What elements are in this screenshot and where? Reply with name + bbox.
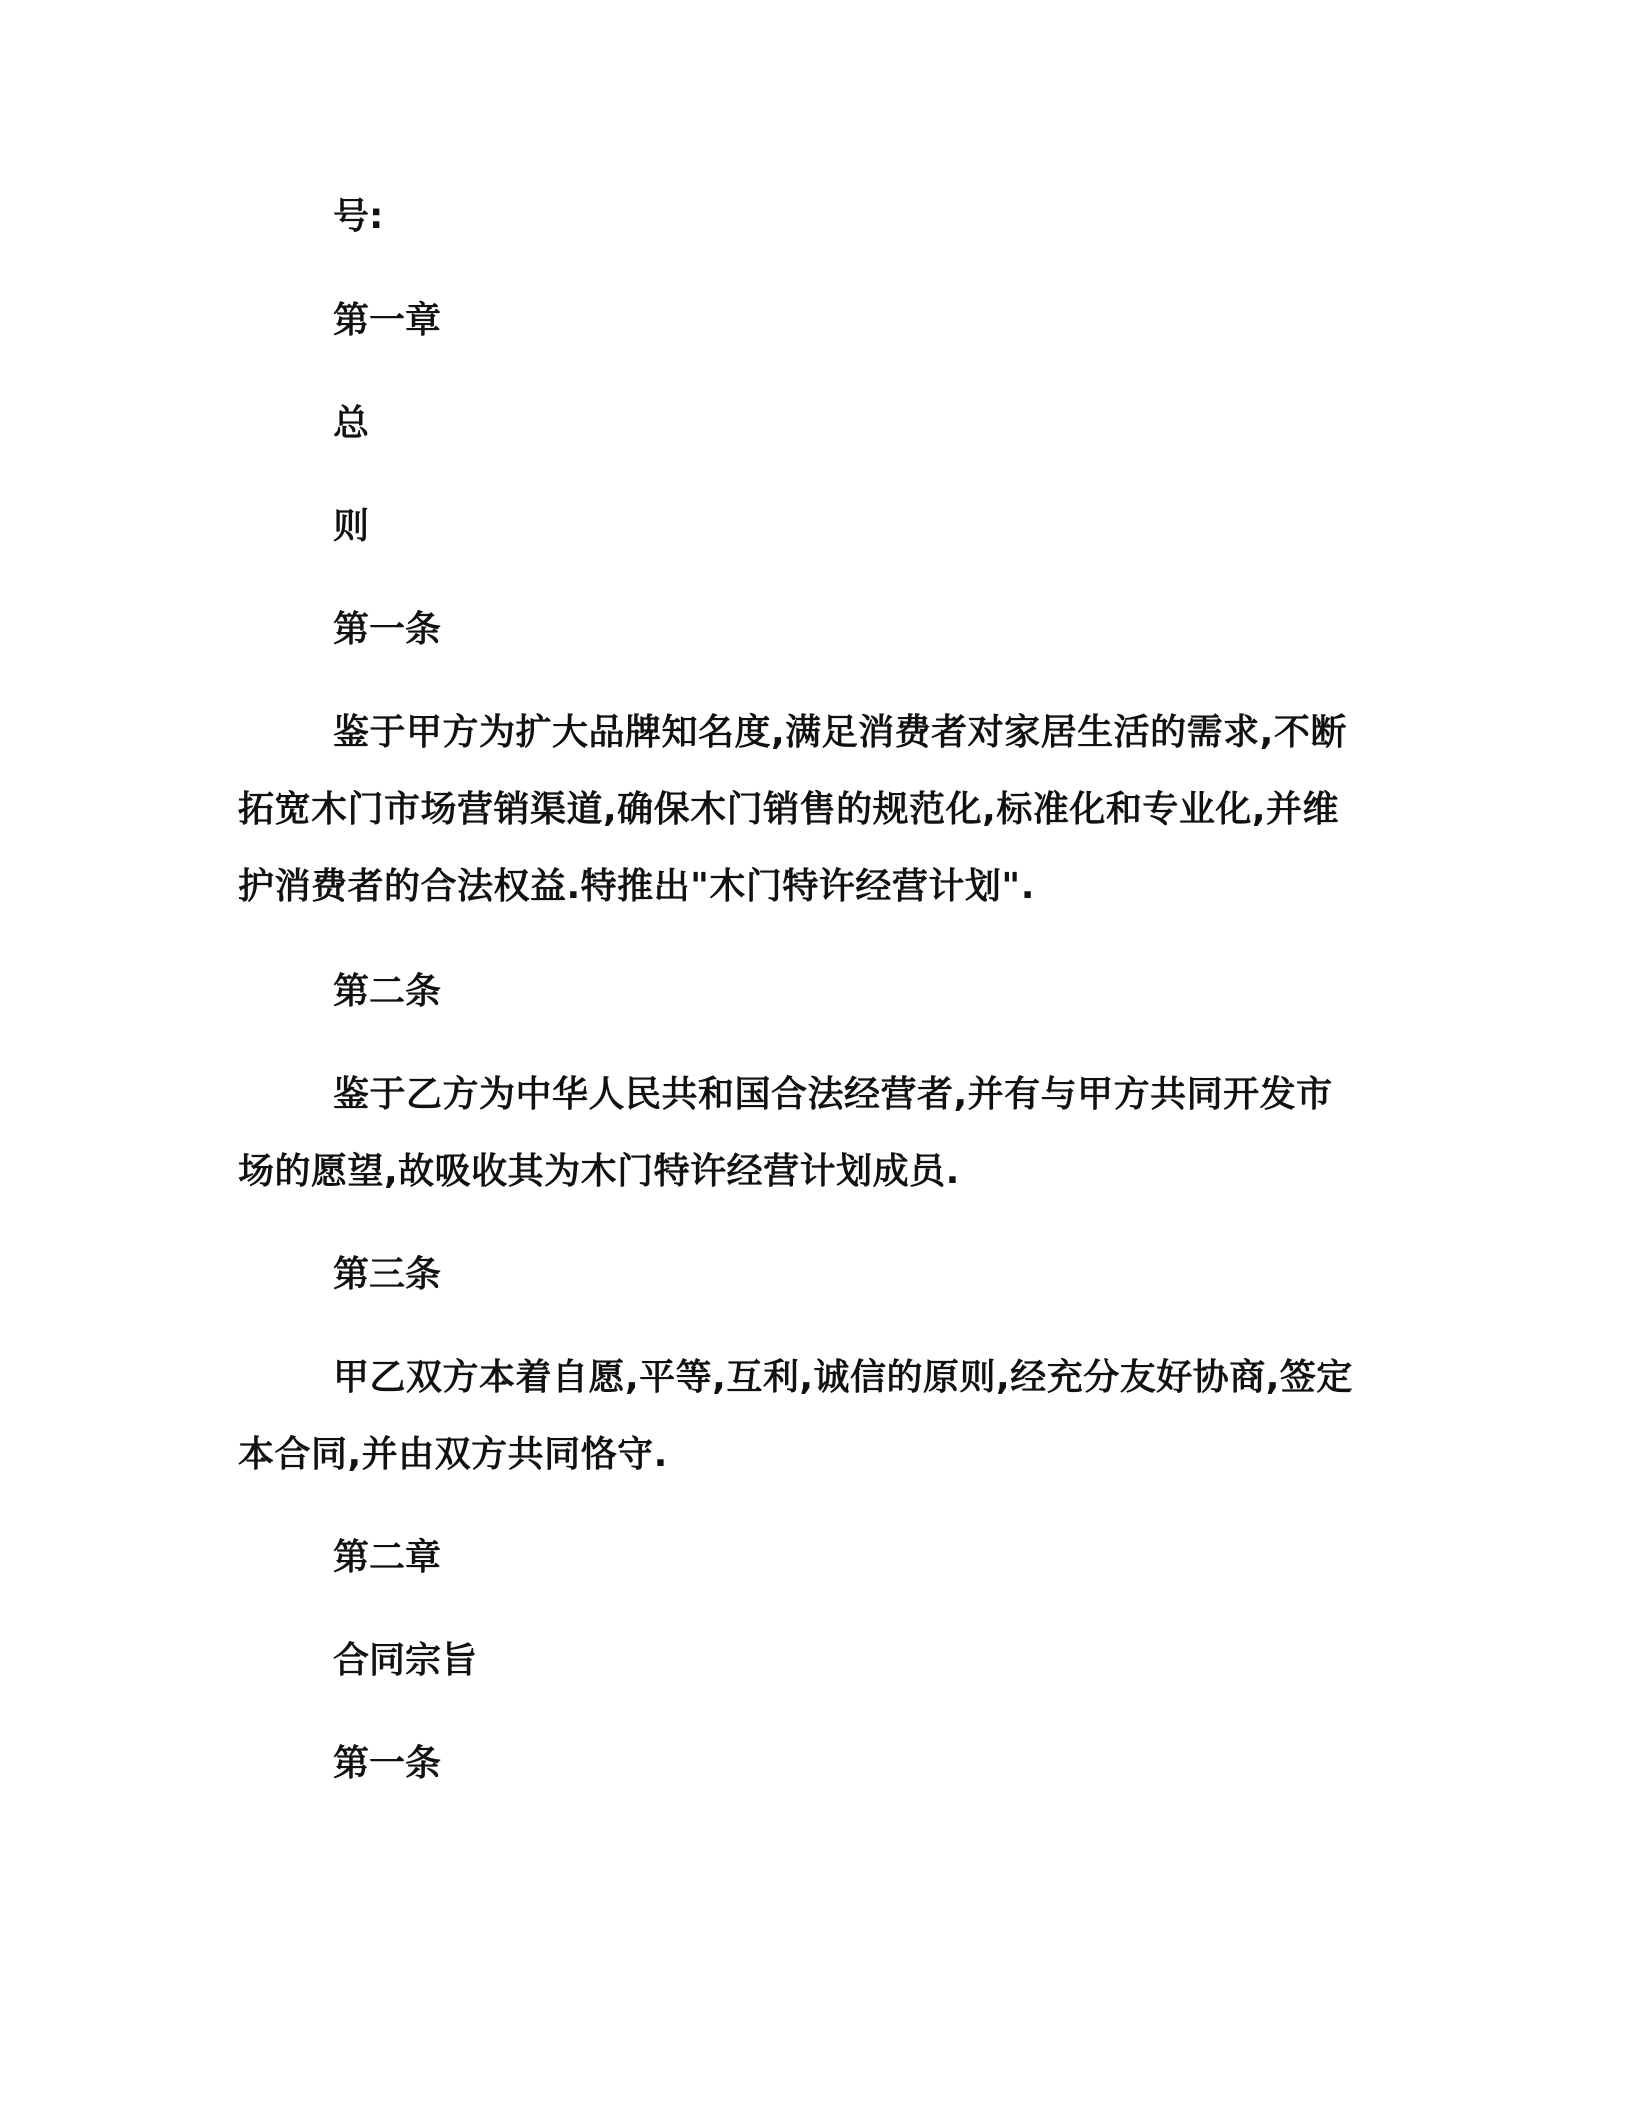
chapter2-article1-heading: 第一条 — [333, 1743, 442, 1784]
chapter1-article2-text: 鉴于乙方为中华人民共和国合法经营者,并有与甲方共同开发市场的愿望,故吸收其为木门特许经营计划成员. — [238, 1074, 1333, 1192]
chapter1-article1-text: 鉴于甲方为扩大品牌知名度,满足消费者对家居生活的需求,不断拓宽木门市场营销渠道,确保木门销售的规范化,标准化和专业化,并维护消费者的合法权益.特推出"木门特许经营计划". — [238, 712, 1347, 907]
number-label: 号: — [333, 196, 384, 237]
chapter1-name-part1: 总 — [333, 403, 370, 444]
chapter1-article1-heading: 第一条 — [333, 609, 442, 650]
chapter1-name-part2: 则 — [333, 506, 370, 547]
chapter1-article3-heading: 第三条 — [333, 1254, 442, 1295]
chapter2-title: 第二章 — [333, 1537, 442, 1578]
chapter1-title: 第一章 — [333, 300, 442, 341]
chapter1-article3-text: 甲乙双方本着自愿,平等,互利,诚信的原则,经充分友好协商,签定本合同,并由双方共同恪守. — [238, 1357, 1353, 1475]
chapter2-name: 合同宗旨 — [333, 1640, 478, 1681]
chapter1-article2-heading: 第二条 — [333, 971, 442, 1012]
